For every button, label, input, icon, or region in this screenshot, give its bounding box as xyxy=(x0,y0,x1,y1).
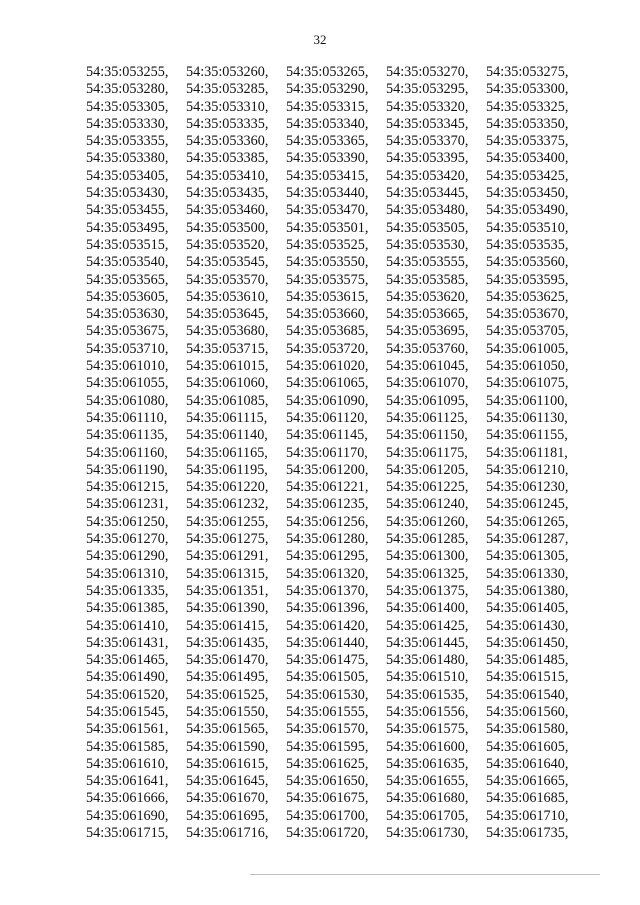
cadastral-number: 54:35:053760, xyxy=(386,340,469,357)
cadastral-number: 54:35:053400, xyxy=(486,150,569,167)
cadastral-number: 54:35:061370, xyxy=(286,582,369,599)
cadastral-number: 54:35:061555, xyxy=(286,703,369,720)
cadastral-number: 54:35:061420, xyxy=(286,617,369,634)
cadastral-number: 54:35:061400, xyxy=(386,600,469,617)
cadastral-number: 54:35:061115, xyxy=(186,409,268,426)
cadastral-number: 54:35:053295, xyxy=(386,81,469,98)
cadastral-number: 54:35:061190, xyxy=(86,461,168,478)
cadastral-number: 54:35:061330, xyxy=(486,565,569,582)
cadastral-number: 54:35:061300, xyxy=(386,548,469,565)
cadastral-number: 54:35:053355, xyxy=(86,133,169,150)
cadastral-number: 54:35:061140, xyxy=(186,427,268,444)
cadastral-number: 54:35:053335, xyxy=(186,115,269,132)
cadastral-number: 54:35:061310, xyxy=(86,565,169,582)
cadastral-number: 54:35:061675, xyxy=(286,790,369,807)
cadastral-number: 54:35:053470, xyxy=(286,202,369,219)
cadastral-number: 54:35:061605, xyxy=(486,738,569,755)
cadastral-number: 54:35:061720, xyxy=(286,825,369,842)
cadastral-number: 54:35:053410, xyxy=(186,167,269,184)
cadastral-number: 54:35:061250, xyxy=(86,513,169,530)
cadastral-number: 54:35:061570, xyxy=(286,721,369,738)
cadastral-number: 54:35:061540, xyxy=(486,686,569,703)
cadastral-number: 54:35:053365, xyxy=(286,133,369,150)
cadastral-number: 54:35:053540, xyxy=(86,254,169,271)
bottom-divider xyxy=(250,874,600,875)
cadastral-number: 54:35:053570, xyxy=(186,271,269,288)
cadastral-number: 54:35:061445, xyxy=(386,634,469,651)
cadastral-number: 54:35:061270, xyxy=(86,531,169,548)
cadastral-number: 54:35:061561, xyxy=(86,721,169,738)
cadastral-number: 54:35:053715, xyxy=(186,340,269,357)
cadastral-number: 54:35:061695, xyxy=(186,807,269,824)
cadastral-number: 54:35:053440, xyxy=(286,185,369,202)
cadastral-number: 54:35:053490, xyxy=(486,202,569,219)
cadastral-number: 54:35:061075, xyxy=(486,375,569,392)
cadastral-number: 54:35:053325, xyxy=(486,98,569,115)
cadastral-number: 54:35:061351, xyxy=(186,582,269,599)
cadastral-number: 54:35:061710, xyxy=(486,807,569,824)
cadastral-number: 54:35:061415, xyxy=(186,617,269,634)
cadastral-number: 54:35:053495, xyxy=(86,219,169,236)
cadastral-number: 54:35:061440, xyxy=(286,634,369,651)
cadastral-number: 54:35:053670, xyxy=(486,306,569,323)
cadastral-number: 54:35:061265, xyxy=(486,513,569,530)
cadastral-number: 54:35:053645, xyxy=(186,306,269,323)
cadastral-number: 54:35:061485, xyxy=(486,652,569,669)
cadastral-number: 54:35:053450, xyxy=(486,185,569,202)
cadastral-number: 54:35:061240, xyxy=(386,496,469,513)
cadastral-number: 54:35:061295, xyxy=(286,548,369,565)
cadastral-number: 54:35:053385, xyxy=(186,150,269,167)
cadastral-number: 54:35:053425, xyxy=(486,167,569,184)
cadastral-number: 54:35:061670, xyxy=(186,790,269,807)
cadastral-number: 54:35:061245, xyxy=(486,496,569,513)
cadastral-number: 54:35:061505, xyxy=(286,669,369,686)
cadastral-number: 54:35:061085, xyxy=(186,392,269,409)
cadastral-number: 54:35:061010, xyxy=(86,358,169,375)
cadastral-number: 54:35:053285, xyxy=(186,81,269,98)
cadastral-number: 54:35:061556, xyxy=(386,703,469,720)
cadastral-number: 54:35:061095, xyxy=(386,392,469,409)
cadastral-number: 54:35:053300, xyxy=(486,81,569,98)
cadastral-number: 54:35:061700, xyxy=(286,807,369,824)
cadastral-number: 54:35:053545, xyxy=(186,254,269,271)
cadastral-number: 54:35:061015, xyxy=(186,358,269,375)
cadastral-number: 54:35:061641, xyxy=(86,773,169,790)
cadastral-number: 54:35:061410, xyxy=(86,617,169,634)
cadastral-number: 54:35:061195, xyxy=(186,461,268,478)
cadastral-number: 54:35:061120, xyxy=(286,409,368,426)
cadastral-number: 54:35:061465, xyxy=(86,652,169,669)
cadastral-number: 54:35:061690, xyxy=(86,807,169,824)
cadastral-number: 54:35:053501, xyxy=(286,219,369,236)
cadastral-number: 54:35:061285, xyxy=(386,531,469,548)
cadastral-number: 54:35:061200, xyxy=(286,461,369,478)
cadastral-number: 54:35:061045, xyxy=(386,358,469,375)
cadastral-number: 54:35:053280, xyxy=(86,81,169,98)
cadastral-number: 54:35:061221, xyxy=(286,479,369,496)
cadastral-number: 54:35:061510, xyxy=(386,669,469,686)
cadastral-number: 54:35:053605, xyxy=(86,288,169,305)
cadastral-number: 54:35:053560, xyxy=(486,254,569,271)
cadastral-number: 54:35:061515, xyxy=(486,669,569,686)
cadastral-number: 54:35:061525, xyxy=(186,686,269,703)
cadastral-number: 54:35:061060, xyxy=(186,375,269,392)
cadastral-number: 54:35:061005, xyxy=(486,340,569,357)
cadastral-number: 54:35:053270, xyxy=(386,64,469,80)
cadastral-number: 54:35:053500, xyxy=(186,219,269,236)
cadastral-number: 54:35:061256, xyxy=(286,513,369,530)
cadastral-number: 54:35:053585, xyxy=(386,271,469,288)
cadastral-number: 54:35:061291, xyxy=(186,548,269,565)
cadastral-number: 54:35:053625, xyxy=(486,288,569,305)
cadastral-number: 54:35:061650, xyxy=(286,773,369,790)
cadastral-number: 54:35:061065, xyxy=(286,375,369,392)
cadastral-number: 54:35:061020, xyxy=(286,358,369,375)
cadastral-number: 54:35:053370, xyxy=(386,133,469,150)
cadastral-number: 54:35:061170, xyxy=(286,444,368,461)
cadastral-number: 54:35:053530, xyxy=(386,236,469,253)
cadastral-number: 54:35:053345, xyxy=(386,115,469,132)
cadastral-number: 54:35:061130, xyxy=(486,409,568,426)
cadastral-number: 54:35:061335, xyxy=(86,582,169,599)
cadastral-number: 54:35:053565, xyxy=(86,271,169,288)
cadastral-number: 54:35:061320, xyxy=(286,565,369,582)
cadastral-number: 54:35:061231, xyxy=(86,496,169,513)
cadastral-number: 54:35:053420, xyxy=(386,167,469,184)
cadastral-number: 54:35:061220, xyxy=(186,479,269,496)
cadastral-number: 54:35:053255, xyxy=(86,64,169,80)
cadastral-number: 54:35:061145, xyxy=(286,427,368,444)
cadastral-number: 54:35:061520, xyxy=(86,686,169,703)
cadastral-number: 54:35:061665, xyxy=(486,773,569,790)
cadastral-number: 54:35:061175, xyxy=(386,444,468,461)
cadastral-number: 54:35:053260, xyxy=(186,64,269,80)
cadastral-number: 54:35:061705, xyxy=(386,807,469,824)
cadastral-number: 54:35:061625, xyxy=(286,755,369,772)
cadastral-number: 54:35:061735, xyxy=(486,825,569,842)
cadastral-number: 54:35:053695, xyxy=(386,323,469,340)
cadastral-number: 54:35:061435, xyxy=(186,634,269,651)
cadastral-number: 54:35:061125, xyxy=(386,409,468,426)
cadastral-number: 54:35:061155, xyxy=(486,427,568,444)
cadastral-number: 54:35:061055, xyxy=(86,375,169,392)
cadastral-number: 54:35:053710, xyxy=(86,340,169,357)
cadastral-number: 54:35:061396, xyxy=(286,600,369,617)
cadastral-number: 54:35:061315, xyxy=(186,565,269,582)
cadastral-number: 54:35:053705, xyxy=(486,323,569,340)
cadastral-number: 54:35:061470, xyxy=(186,652,269,669)
cadastral-number: 54:35:053360, xyxy=(186,133,269,150)
cadastral-number: 54:35:061090, xyxy=(286,392,369,409)
cadastral-number: 54:35:053520, xyxy=(186,236,269,253)
cadastral-number: 54:35:061225, xyxy=(386,479,469,496)
cadastral-number: 54:35:061232, xyxy=(186,496,269,513)
cadastral-number: 54:35:061715, xyxy=(86,825,169,842)
cadastral-number: 54:35:061100, xyxy=(486,392,568,409)
cadastral-number: 54:35:053685, xyxy=(286,323,369,340)
cadastral-number: 54:35:061181, xyxy=(486,444,568,461)
cadastral-number: 54:35:061215, xyxy=(86,479,169,496)
cadastral-number: 54:35:061640, xyxy=(486,755,569,772)
cadastral-number: 54:35:061530, xyxy=(286,686,369,703)
cadastral-number: 54:35:061431, xyxy=(86,634,169,651)
cadastral-number: 54:35:061716, xyxy=(186,825,269,842)
cadastral-number: 54:35:053525, xyxy=(286,236,369,253)
cadastral-number: 54:35:061565, xyxy=(186,721,269,738)
cadastral-number: 54:35:061287, xyxy=(486,531,569,548)
cadastral-number: 54:35:061385, xyxy=(86,600,169,617)
cadastral-number: 54:35:061235, xyxy=(286,496,369,513)
cadastral-number: 54:35:061585, xyxy=(86,738,169,755)
cadastral-number: 54:35:061450, xyxy=(486,634,569,651)
cadastral-number: 54:35:053630, xyxy=(86,306,169,323)
cadastral-number: 54:35:061325, xyxy=(386,565,469,582)
cadastral-number: 54:35:061255, xyxy=(186,513,269,530)
cadastral-number: 54:35:053265, xyxy=(286,64,369,80)
cadastral-number: 54:35:061110, xyxy=(86,409,168,426)
cadastral-number: 54:35:053595, xyxy=(486,271,569,288)
cadastral-number: 54:35:061495, xyxy=(186,669,269,686)
cadastral-number: 54:35:053290, xyxy=(286,81,369,98)
cadastral-number: 54:35:061380, xyxy=(486,582,569,599)
cadastral-number: 54:35:061680, xyxy=(386,790,469,807)
cadastral-number: 54:35:053305, xyxy=(86,98,169,115)
cadastral-number: 54:35:061535, xyxy=(386,686,469,703)
cadastral-number: 54:35:061230, xyxy=(486,479,569,496)
cadastral-number: 54:35:061290, xyxy=(86,548,169,565)
cadastral-number: 54:35:061610, xyxy=(86,755,169,772)
cadastral-number: 54:35:053665, xyxy=(386,306,469,323)
cadastral-number: 54:35:061600, xyxy=(386,738,469,755)
cadastral-number: 54:35:053610, xyxy=(186,288,269,305)
cadastral-number: 54:35:061425, xyxy=(386,617,469,634)
cadastral-number: 54:35:061560, xyxy=(486,703,569,720)
cadastral-number: 54:35:061545, xyxy=(86,703,169,720)
cadastral-number: 54:35:053505, xyxy=(386,219,469,236)
cadastral-number: 54:35:053350, xyxy=(486,115,569,132)
cadastral-number: 54:35:053550, xyxy=(286,254,369,271)
cadastral-number: 54:35:053390, xyxy=(286,150,369,167)
cadastral-number: 54:35:053575, xyxy=(286,271,369,288)
cadastral-number: 54:35:061210, xyxy=(486,461,569,478)
cadastral-number: 54:35:061490, xyxy=(86,669,169,686)
cadastral-number: 54:35:061405, xyxy=(486,600,569,617)
page-number: 32 xyxy=(313,32,327,47)
cadastral-number: 54:35:053555, xyxy=(386,254,469,271)
cadastral-number: 54:35:061260, xyxy=(386,513,469,530)
cadastral-number: 54:35:061160, xyxy=(86,444,168,461)
cadastral-number: 54:35:053340, xyxy=(286,115,369,132)
cadastral-number: 54:35:061666, xyxy=(86,790,169,807)
cadastral-number: 54:35:061070, xyxy=(386,375,469,392)
cadastral-number: 54:35:053330, xyxy=(86,115,169,132)
cadastral-number: 54:35:061730, xyxy=(386,825,469,842)
cadastral-number: 54:35:061205, xyxy=(386,461,469,478)
cadastral-number: 54:35:053275, xyxy=(486,64,569,80)
cadastral-number: 54:35:053405, xyxy=(86,167,169,184)
cadastral-number: 54:35:053720, xyxy=(286,340,369,357)
cadastral-number: 54:35:053510, xyxy=(486,219,569,236)
cadastral-number: 54:35:053515, xyxy=(86,236,169,253)
cadastral-number: 54:35:053310, xyxy=(186,98,269,115)
cadastral-number: 54:35:061480, xyxy=(386,652,469,669)
cadastral-number: 54:35:061595, xyxy=(286,738,369,755)
cadastral-number: 54:35:061280, xyxy=(286,531,369,548)
cadastral-number: 54:35:061645, xyxy=(186,773,269,790)
cadastral-number: 54:35:053455, xyxy=(86,202,169,219)
cadastral-number: 54:35:061305, xyxy=(486,548,569,565)
cadastral-number-grid xyxy=(86,64,586,842)
cadastral-number: 54:35:053675, xyxy=(86,323,169,340)
cadastral-number: 54:35:053480, xyxy=(386,202,469,219)
cadastral-number: 54:35:061430, xyxy=(486,617,569,634)
cadastral-number: 54:35:061375, xyxy=(386,582,469,599)
cadastral-number: 54:35:053320, xyxy=(386,98,469,115)
cadastral-number: 54:35:061050, xyxy=(486,358,569,375)
cadastral-number: 54:35:061150, xyxy=(386,427,468,444)
cadastral-number: 54:35:053415, xyxy=(286,167,369,184)
cadastral-number: 54:35:053460, xyxy=(186,202,269,219)
cadastral-number: 54:35:061080, xyxy=(86,392,169,409)
cadastral-number: 54:35:061635, xyxy=(386,755,469,772)
cadastral-number: 54:35:061655, xyxy=(386,773,469,790)
cadastral-number: 54:35:061390, xyxy=(186,600,269,617)
cadastral-number: 54:35:061580, xyxy=(486,721,569,738)
cadastral-number: 54:35:053380, xyxy=(86,150,169,167)
cadastral-number: 54:35:053620, xyxy=(386,288,469,305)
cadastral-number: 54:35:061590, xyxy=(186,738,269,755)
cadastral-number: 54:35:061135, xyxy=(86,427,168,444)
cadastral-number: 54:35:053680, xyxy=(186,323,269,340)
cadastral-number: 54:35:061475, xyxy=(286,652,369,669)
cadastral-number: 54:35:053660, xyxy=(286,306,369,323)
cadastral-number: 54:35:053315, xyxy=(286,98,369,115)
cadastral-number: 54:35:061615, xyxy=(186,755,269,772)
cadastral-number: 54:35:053375, xyxy=(486,133,569,150)
cadastral-number: 54:35:053430, xyxy=(86,185,169,202)
cadastral-number: 54:35:061275, xyxy=(186,531,269,548)
cadastral-number: 54:35:053535, xyxy=(486,236,569,253)
cadastral-number: 54:35:053445, xyxy=(386,185,469,202)
cadastral-number: 54:35:061165, xyxy=(186,444,268,461)
cadastral-number: 54:35:061685, xyxy=(486,790,569,807)
cadastral-number: 54:35:061550, xyxy=(186,703,269,720)
cadastral-number: 54:35:053435, xyxy=(186,185,269,202)
cadastral-number: 54:35:053395, xyxy=(386,150,469,167)
cadastral-number: 54:35:061575, xyxy=(386,721,469,738)
cadastral-number: 54:35:053615, xyxy=(286,288,369,305)
